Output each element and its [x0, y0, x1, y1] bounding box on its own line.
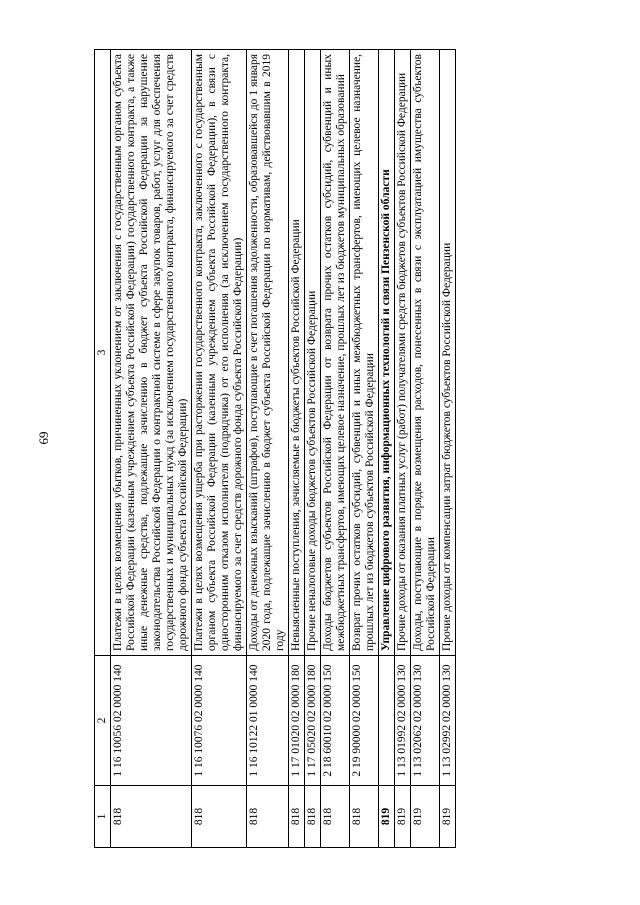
table-row: [321, 50, 350, 848]
revenue-code-cell: 1 13 02992 02 0000 130: [440, 656, 456, 786]
revenue-name-cell: Управление цифрового развития, информационных технологий и связи Пензенской области: [379, 50, 395, 656]
rotated-table-container: [94, 50, 550, 848]
admin-code-cell: 818: [192, 786, 247, 848]
revenue-name-cell: Доходы от денежных взысканий (штрафов), поступающие в счет погашения задолженности, образовавшейся до 1 января 2020 года, подлежащие зачислению в бюджет субъекта Российской Федерации по нормативам, действовавшим в 2019 году: [247, 50, 289, 656]
header-col-1: 1: [95, 786, 111, 848]
admin-code-cell: 818: [305, 786, 321, 848]
revenue-code-cell: 1 16 10122 01 0000 140: [247, 656, 289, 786]
page-number: 69: [36, 431, 51, 445]
admin-code-cell: 819: [411, 786, 440, 848]
table-row-organization: [379, 50, 395, 848]
revenue-name-cell: Платежи в целях возмещения ущерба при расторжении государственного контракта, заключенного с государственным органом субъекта Российской Федерации (казенным учреждением субъекта Российской Федерации), в связи с односторонним отказом исполнителя (подрядчика) от его исполнения (за исключением государственного контракта, финансируемого за счет средств дорожного фонда субъекта Российской Федерации): [192, 50, 247, 656]
revenue-code-cell: 1 17 05020 02 0000 180: [305, 656, 321, 786]
revenue-name-cell: Возврат прочих остатков субсидий, субвенций и иных межбюджетных трансфертов, имеющих целевое назначение, прошлых лет из бюджетов субъектов Российской Федерации: [350, 50, 379, 656]
admin-code-cell: 818: [350, 786, 379, 848]
revenue-code-cell: 1 16 10076 02 0000 140: [192, 656, 247, 786]
table-row: [111, 50, 192, 848]
revenue-name-cell: Прочие доходы от компенсации затрат бюджетов субъектов Российской Федерации: [440, 50, 456, 656]
revenue-code-cell: 1 17 01020 02 0000 180: [289, 656, 305, 786]
table-row: [247, 50, 289, 848]
table-row: [395, 50, 411, 848]
revenue-name-cell: Доходы бюджетов субъектов Российской Федерации от возврата прочих остатков субсидий, субвенций и иных межбюджетных трансфертов, имеющих целевое назначение, прошлых лет из бюджетов муниципальных образований: [321, 50, 350, 656]
revenue-name-cell: Прочие неналоговые доходы бюджетов субъектов Российской Федерации: [305, 50, 321, 656]
admin-code-cell: 818: [247, 786, 289, 848]
revenue-code-cell: 1 13 01992 02 0000 130: [395, 656, 411, 786]
revenue-code-cell: 2 18 60010 02 0000 150: [321, 656, 350, 786]
table-row: [440, 50, 456, 848]
header-col-3: 3: [95, 50, 111, 656]
admin-code-cell: 819: [440, 786, 456, 848]
revenue-name-cell: Прочие доходы от оказания платных услуг (работ) получателями средств бюджетов субъектов Российской Федерации: [395, 50, 411, 656]
table-body: [111, 50, 456, 848]
table-row: [289, 50, 305, 848]
admin-code-cell: 818: [321, 786, 350, 848]
revenue-code-cell: 2 19 90000 02 0000 150: [350, 656, 379, 786]
table-row: [411, 50, 440, 848]
table-row: [192, 50, 247, 848]
table-row: [305, 50, 321, 848]
revenue-code-cell: 1 16 10056 02 0000 140: [111, 656, 192, 786]
admin-code-cell: 818: [289, 786, 305, 848]
revenue-code-cell: 1 13 02062 02 0000 130: [411, 656, 440, 786]
revenue-name-cell: Платежи в целях возмещения убытков, причиненных уклонением от заключения с государственным органом субъекта Российской Федерации (казенным учреждением субъекта Российской Федерации) государственного контракта, а также иные денежные средства, подлежащие зачислению в бюджет субъекта Российской Федерации за нарушение законодательства Российской Федерации о контрактной системе в сфере закупок товаров, работ, услуг для обеспечения государственных и муниципальных нужд (за исключением государственного контракта, финансируемого за счет средств дорожного фонда субъекта Российской Федерации): [111, 50, 192, 656]
table-header-row: [95, 50, 111, 848]
table-row: [350, 50, 379, 848]
header-col-2: 2: [95, 656, 111, 786]
admin-code-cell: 819: [395, 786, 411, 848]
revenue-name-cell: Доходы, поступающие в порядке возмещения расходов, понесенных в связи с эксплуатацией имущества субъектов Российской Федерации: [411, 50, 440, 656]
admin-code-cell: 819: [379, 786, 395, 848]
revenue-code-cell: [379, 656, 395, 786]
revenue-codes-table: [94, 49, 456, 848]
revenue-name-cell: Невыясненные поступления, зачисляемые в бюджеты субъектов Российской Федерации: [289, 50, 305, 656]
admin-code-cell: 818: [111, 786, 192, 848]
